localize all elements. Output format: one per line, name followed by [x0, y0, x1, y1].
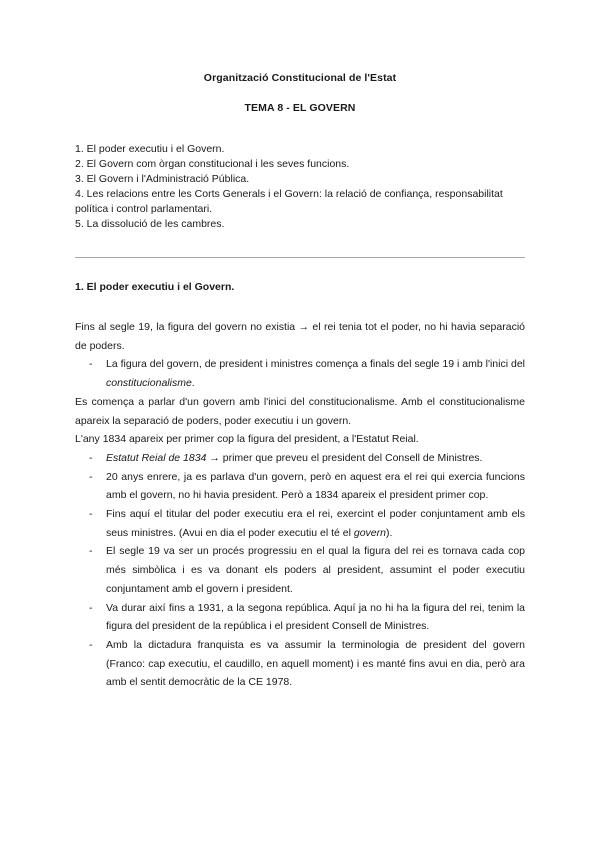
- list-item-text: El segle 19 va ser un procés progressiu en el qual la figura del rei es tornava cada cop més simbòlica i es va donant els poders al president, assumint el poder executiu conjuntament amb el govern i president.: [106, 545, 525, 595]
- toc-item-3: 3. El Govern i l'Administració Pública.: [75, 173, 250, 185]
- list-item: [75, 636, 525, 692]
- list-item-end: ).: [385, 526, 393, 539]
- bullet-list-2: [75, 449, 525, 692]
- italic-term: Estatut Reial de 1834: [106, 451, 207, 464]
- list-item: [75, 355, 525, 392]
- document-subtitle: TEMA 8 - EL GOVERN: [244, 102, 356, 114]
- toc-item-2: 2. El Govern com òrgan constitucional i les seves funcions.: [75, 158, 350, 170]
- list-item: [75, 449, 525, 468]
- list-item-end: .: [191, 377, 195, 390]
- dash-marker: -: [89, 601, 93, 614]
- bullet-list-1: [75, 355, 525, 392]
- dash-marker: -: [89, 451, 93, 464]
- list-item: [75, 542, 525, 598]
- dash-marker: -: [89, 358, 93, 371]
- italic-term: govern: [353, 526, 386, 539]
- horizontal-divider: [75, 257, 525, 258]
- italic-term: constitucionalisme: [106, 377, 192, 390]
- dash-marker: -: [89, 470, 93, 483]
- dash-marker: -: [89, 638, 93, 651]
- paragraph-3: L'any 1834 apareix per primer cop la figura del president, a l'Estatut Reial.: [75, 433, 419, 446]
- dash-marker: -: [89, 545, 93, 558]
- toc-item-1: 1. El poder executiu i el Govern.: [75, 143, 225, 155]
- list-item: [75, 468, 525, 505]
- list-item: [75, 505, 525, 542]
- section-body: [75, 318, 525, 692]
- document-title: Organització Constitucional de l'Estat: [203, 72, 397, 84]
- list-item-text: → primer que preveu el president del Consell de Ministres.: [206, 451, 483, 464]
- paragraph-1: Fins al segle 19, la figura del govern no existia → el rei tenia tot el poder, no hi havia separació de poders.: [75, 321, 525, 352]
- list-item-text: Va durar així fins a 1931, a la segona república. Aquí ja no hi ha la figura del rei, tenim la figura del president de la república i el president Consell de Ministres.: [106, 601, 525, 633]
- list-item: [75, 599, 525, 636]
- list-item-text: 20 anys enrere, ja es parlava d'un govern, però en aquest era el rei qui exercia funcions amb el govern, no hi havia president. Però a 1834 apareix el president primer cop.: [106, 470, 525, 502]
- toc-item-5: 5. La dissolució de les cambres.: [75, 218, 225, 230]
- list-item-text: La figura del govern, de president i ministres comença a finals del segle 19 i amb l'inici del: [106, 358, 525, 371]
- toc-item-4: 4. Les relacions entre les Corts Generals i el Govern: la relació de confiança, responsabilitat política i control parlamentari.: [75, 188, 503, 215]
- list-item-text: Amb la dictadura franquista es va assumir la terminologia de president del govern (Franco: cap executiu, el caudillo, en aquell moment) i es manté fins avui en dia, però ara amb el sentit democràtic de la CE 1978.: [106, 638, 525, 689]
- dash-marker: -: [89, 508, 93, 521]
- table-of-contents: [75, 142, 535, 232]
- paragraph-2: Es comença a parlar d'un govern amb l'inici del constitucionalisme. Amb el constitucionalisme apareix la separació de poders, poder executiu i un govern.: [75, 395, 525, 427]
- section-heading: 1. El poder executiu i el Govern.: [75, 281, 235, 293]
- list-item-text: Fins aquí el titular del poder executiu era el rei, exercint el poder conjuntament amb els seus ministres. (Avui en dia el poder executiu el té el: [106, 508, 525, 539]
